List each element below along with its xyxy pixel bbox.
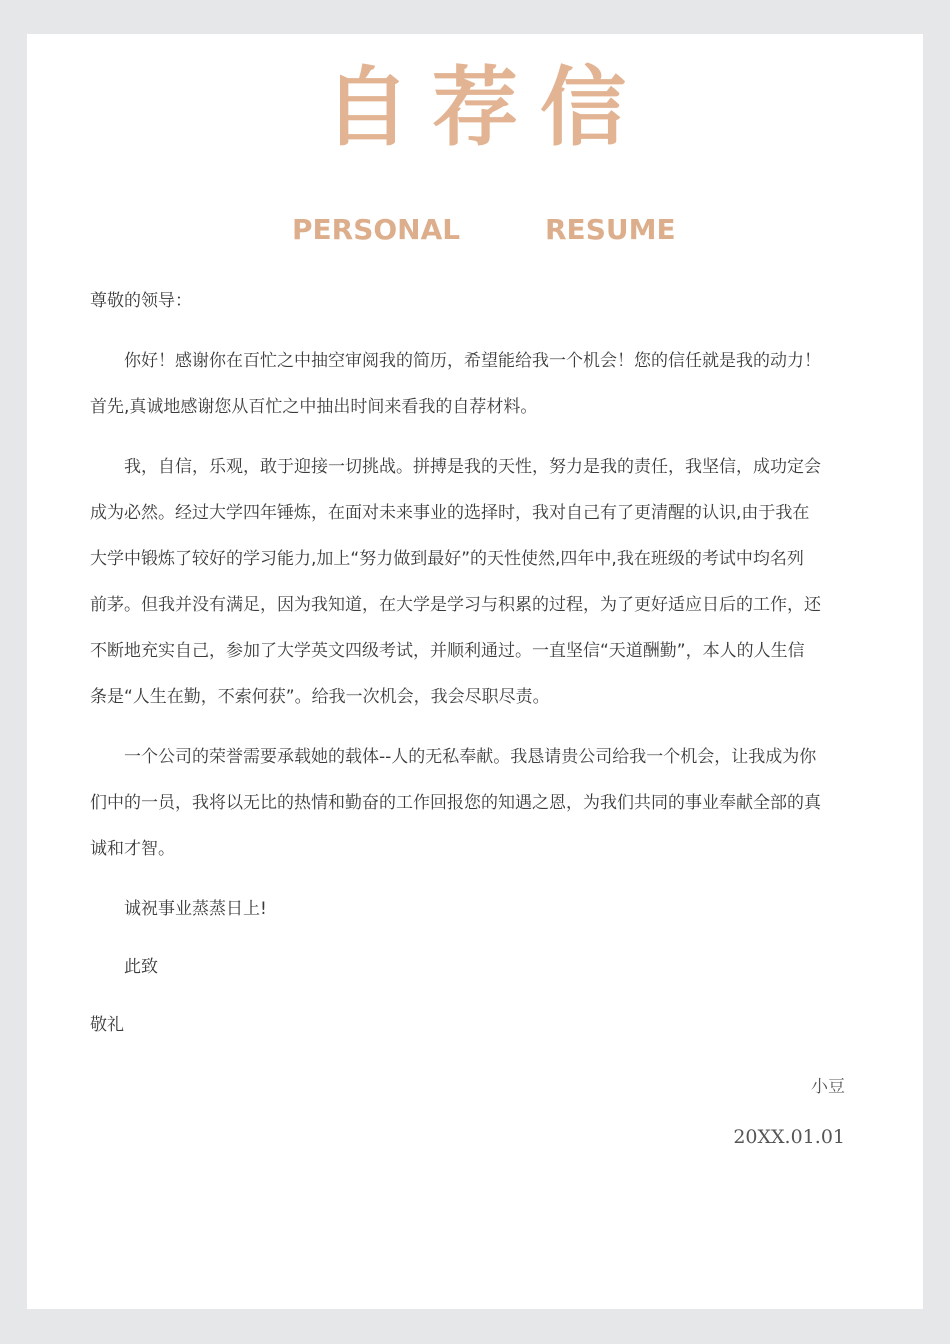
paragraph-line: 们中的一员，我将以无比的热情和勤奋的工作回报您的知遇之恩，为我们共同的事业奉献全部的真 — [90, 793, 821, 813]
subtitle-personal: PERSONAL — [292, 213, 461, 246]
subtitle-resume: RESUME — [545, 213, 676, 246]
paragraph-line: 不断地充实自己，参加了大学英文四级考试，并顺利通过。一直坚信“天道酬勤”，本人的人生信 — [90, 641, 805, 661]
salutation: 尊敬的领导： — [90, 291, 192, 311]
letter-date: 20XX.01.01 — [733, 1126, 845, 1148]
page-title: 自荐信 — [324, 58, 648, 158]
paragraph-line: 前茅。但我并没有满足，因为我知道，在大学是学习与积累的过程，为了更好适应日后的工作，还 — [90, 595, 821, 615]
closing-line-2: 敬礼 — [90, 1015, 124, 1035]
paragraph-line: 大学中锻炼了较好的学习能力,加上“努力做到最好”的天性使然,四年中,我在班级的考试中均名列 — [90, 549, 804, 569]
paragraph-line: 成为必然。经过大学四年锤炼，在面对未来事业的选择时，我对自己有了更清醒的认识,由于我在 — [90, 503, 810, 523]
paragraph-line: 你好！感谢你在百忙之中抽空审阅我的简历，希望能给我一个机会！您的信任就是我的动力！ — [90, 351, 821, 371]
wish-line: 诚祝事业蒸蒸日上! — [90, 899, 267, 919]
paragraph-line: 我，自信，乐观，敢于迎接一切挑战。拼搏是我的天性，努力是我的责任，我坚信，成功定会 — [90, 457, 821, 477]
paragraph-line: 条是“人生在勤，不索何获”。给我一次机会，我会尽职尽责。 — [90, 687, 550, 707]
paragraph-line: 诚和才智。 — [90, 839, 175, 859]
paragraph-line: 首先,真诚地感谢您从百忙之中抽出时间来看我的自荐材料。 — [90, 397, 538, 417]
paragraph-1 — [90, 338, 850, 430]
closing-line-1: 此致 — [90, 957, 158, 977]
paragraph-3 — [90, 734, 850, 872]
signer-name: 小豆 — [811, 1077, 845, 1097]
paragraph-2 — [90, 444, 850, 720]
paragraph-line: 一个公司的荣誉需要承载她的载体--人的无私奉献。我恳请贵公司给我一个机会，让我成为你 — [90, 747, 817, 767]
